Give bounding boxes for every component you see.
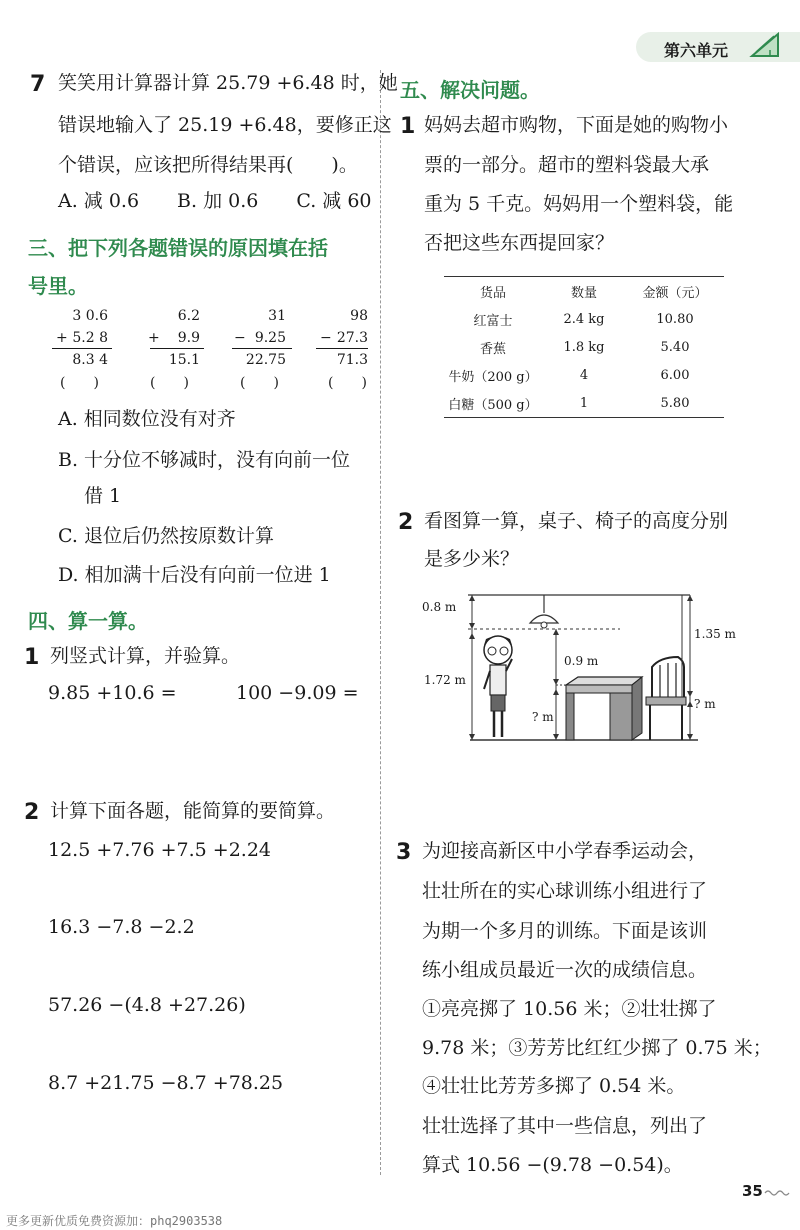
s5-q1-line2: 票的一部分。超市的塑料袋最大承	[424, 154, 710, 176]
page-number: 35	[742, 1182, 763, 1200]
q7-line3: 个错误，应该把所得结果再( )。	[58, 154, 358, 176]
s5-q3-line8: 壮壮选择了其中一些信息，列出了	[422, 1115, 708, 1137]
table-cell: 红富士	[473, 313, 513, 329]
ruler-triangle-icon	[748, 30, 782, 60]
calc-result: 15.1	[168, 352, 200, 368]
label-boy-height: 1.72 m	[424, 673, 466, 687]
s4-q1-expr2: 100 −9.09 =	[236, 682, 359, 704]
q7-line1: 笑笑用计算器计算 25.79 +6.48 时，她	[58, 72, 398, 94]
s4-q1-text: 列竖式计算，并验算。	[50, 645, 241, 667]
q7-number: 7	[30, 72, 46, 97]
s4-q2-number: 2	[24, 800, 40, 825]
table-row	[444, 305, 724, 333]
calc-answer-paren[interactable]: ( )	[150, 375, 189, 391]
s5-q1-line1: 妈妈去超市购物，下面是她的购物小	[424, 114, 729, 136]
s5-q3-line4: 练小组成员最近一次的成绩信息。	[422, 959, 708, 981]
table-row	[444, 389, 724, 417]
calc-operator: +	[56, 330, 68, 346]
label-lamp-gap: 0.8 m	[422, 600, 457, 614]
s5-q2-line1: 看图算一算，桌子、椅子的高度分别	[424, 510, 729, 532]
s5-q3-line7: ④壮壮比芳芳多掷了 0.54 米。	[422, 1075, 686, 1097]
table-cell: 1	[579, 395, 589, 411]
calc-result: 71.3	[336, 352, 368, 368]
label-head-to-lamp: 0.9 m	[564, 654, 599, 668]
s5-q3-line1: 为迎接高新区中小学春季运动会，	[422, 840, 708, 862]
unit-title: 第六单元	[664, 41, 729, 60]
s5-q3-line5: ①亮亮掷了 10.56 米；②壮壮掷了	[422, 998, 717, 1020]
section3-title-line2: 号里。	[28, 274, 88, 298]
vertical-calc-2	[140, 308, 204, 398]
column-divider	[380, 70, 381, 1175]
option-d: D. 相加满十后没有向前一位进 1	[58, 564, 331, 586]
calc-top: 6.2	[177, 308, 200, 324]
chair-figure	[646, 657, 686, 740]
s4-q2-expr1: 12.5 +7.76 +7.5 +2.24	[48, 839, 272, 861]
calc-result: 22.75	[245, 352, 286, 368]
label-desk-height: ? m	[532, 710, 554, 724]
s5-q3-number: 3	[396, 840, 412, 865]
calc-operator: −	[320, 330, 332, 346]
table-row	[444, 361, 724, 389]
calc-answer-paren[interactable]: ( )	[240, 375, 279, 391]
s5-q3-line9: 算式 10.56 −(9.78 −0.54)。	[422, 1154, 683, 1176]
table-header: 数量	[570, 285, 597, 301]
table-cell: 白糖（500 g）	[448, 397, 538, 413]
s5-q3-line2: 壮壮所在的实心球训练小组进行了	[422, 880, 708, 902]
calc-answer-paren[interactable]: ( )	[328, 375, 367, 391]
s5-q1-number: 1	[400, 114, 416, 139]
s4-q2-expr3: 57.26 −(4.8 +27.26)	[48, 994, 246, 1016]
vertical-calc-4	[316, 308, 376, 398]
calc-top: 3 0.6	[72, 308, 108, 324]
calc-top: 31	[268, 308, 286, 324]
calc-bottom: 9.9	[177, 330, 200, 346]
label-chair-height: ? m	[694, 697, 716, 711]
boy-figure	[484, 636, 512, 737]
table-cell: 牛奶（200 g）	[448, 369, 538, 385]
table-cell: 6.00	[660, 367, 690, 383]
s5-q1-line3: 重为 5 千克。妈妈用一个塑料袋，能	[424, 193, 734, 215]
wave-decoration-icon	[764, 1188, 792, 1198]
s4-q1-number: 1	[24, 645, 40, 670]
receipt-table	[444, 276, 724, 418]
vertical-calc-1	[48, 308, 112, 398]
q7-options: A. 减 0.6 B. 加 0.6 C. 减 60	[58, 190, 372, 212]
calc-bottom: 5.2 8	[72, 330, 108, 346]
calc-answer-paren[interactable]: ( )	[60, 375, 99, 391]
section4-title: 四、算一算。	[28, 609, 148, 633]
table-cell: 4	[579, 367, 589, 383]
option-a: A. 相同数位没有对齐	[58, 408, 236, 430]
table-cell: 5.40	[660, 339, 690, 355]
s4-q2-expr4: 8.7 +21.75 −8.7 +78.25	[48, 1072, 284, 1094]
label-chair-to-ceiling: 1.35 m	[694, 627, 736, 641]
section5-title: 五、解决问题。	[400, 78, 540, 102]
table-cell: 5.80	[660, 395, 690, 411]
calc-bottom: 27.3	[336, 330, 368, 346]
s5-q3-line3: 为期一个多月的训练。下面是该训	[422, 920, 708, 942]
calc-top: 98	[350, 308, 368, 324]
calc-bottom: 9.25	[254, 330, 286, 346]
option-c: C. 退位后仍然按原数计算	[58, 525, 274, 547]
footer-note: 更多更新优质免费资源加：phq2903538	[6, 1214, 223, 1228]
table-cell: 香蕉	[479, 341, 506, 357]
s5-q2-line2: 是多少米？	[424, 548, 520, 570]
option-b-line2: 借 1	[84, 485, 122, 507]
calc-operator: −	[234, 330, 246, 346]
s4-q2-expr2: 16.3 −7.8 −2.2	[48, 916, 195, 938]
s4-q2-text: 计算下面各题，能简算的要简算。	[50, 800, 336, 822]
vertical-calc-3	[228, 308, 292, 398]
table-cell: 1.8 kg	[563, 339, 605, 355]
s4-q1-expr1: 9.85 +10.6 =	[48, 682, 177, 704]
calc-operator: +	[148, 330, 160, 346]
table-header-row	[444, 277, 724, 305]
table-cell: 10.80	[656, 311, 694, 327]
s5-q1-line4: 否把这些东西提回家？	[424, 232, 615, 254]
calc-result: 8.3 4	[72, 352, 108, 368]
q7-line2: 错误地输入了 25.19 +6.48，要修正这	[58, 114, 392, 136]
table-header: 货品	[479, 285, 506, 301]
s5-q2-number: 2	[398, 510, 414, 535]
section3-title-line1: 三、把下列各题错误的原因填在括	[28, 236, 328, 260]
s5-q3-line6: 9.78 米；③芳芳比红红少掷了 0.75 米；	[422, 1037, 772, 1059]
option-b-line1: B. 十分位不够减时，没有向前一位	[58, 449, 351, 471]
table-row	[444, 333, 724, 361]
table-header: 金额（元）	[642, 285, 708, 301]
desk-figure	[566, 677, 642, 740]
table-cell: 2.4 kg	[563, 311, 605, 327]
height-diagram	[420, 585, 780, 750]
